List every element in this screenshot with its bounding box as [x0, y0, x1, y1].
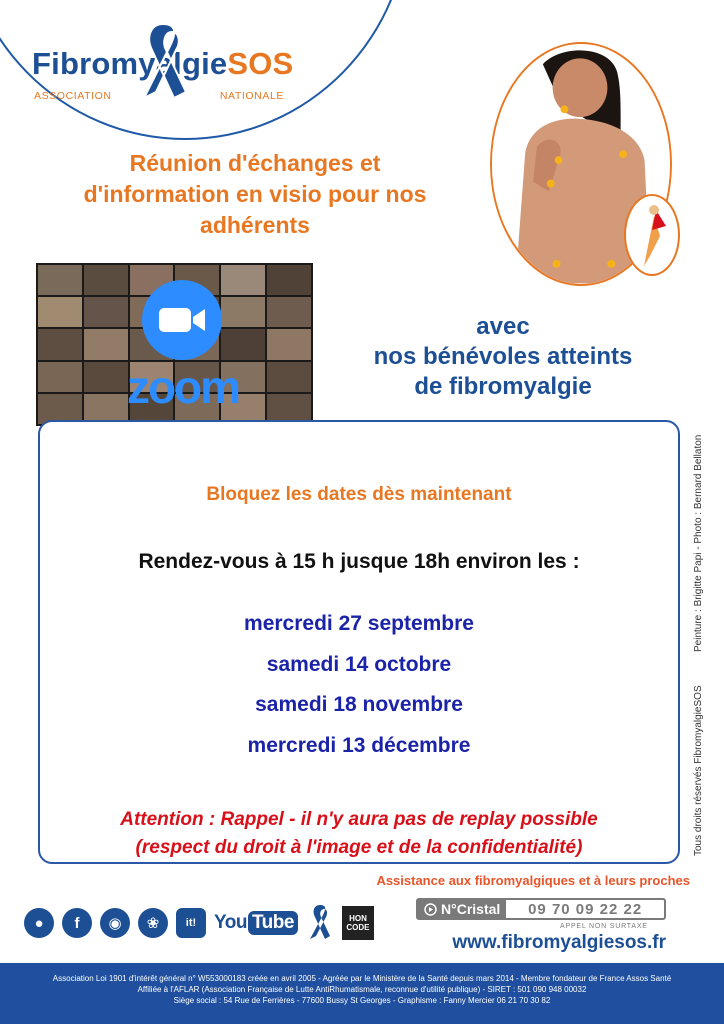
cristal-label-text: N°Cristal: [441, 901, 501, 917]
date-item: samedi 14 octobre: [266, 653, 452, 676]
phone-icon: [424, 903, 437, 916]
avec-line-3: de fibromyalgie: [414, 373, 592, 400]
headline-line-1: Réunion d'échanges et: [129, 150, 381, 176]
chat-icon[interactable]: ●: [24, 908, 54, 938]
date-item: mercredi 27 septembre: [244, 612, 474, 635]
website-link[interactable]: www.fibromyalgiesos.fr: [452, 932, 666, 953]
phone-number: 09 70 09 22 22: [528, 900, 643, 918]
cristal-phone-banner[interactable]: [416, 898, 666, 920]
photo-credit: Peinture : Brigitte Papi - Photo : Bernard Bellaton: [693, 434, 704, 652]
brand-sos: SOS: [227, 46, 294, 81]
association-logo: [32, 46, 294, 102]
volunteers-statement: [342, 312, 664, 402]
attention-text: Attention : Rappel - il n'y aura pas de replay possible: [120, 809, 598, 830]
call-note: APPEL NON SURTAXE: [560, 923, 648, 930]
brand-subtitle: [34, 90, 284, 102]
brand-subtitle-left: ASSOCIATION: [34, 90, 112, 102]
assistance-tagline: Assistance aux fibromyalgiques et à leurs proches: [376, 873, 690, 888]
legal-footer: [0, 963, 724, 1024]
youtube-tube: Tube: [248, 911, 298, 935]
rendezvous-text: Rendez-vous à 15 h jusque 18h environ les :: [138, 550, 580, 573]
brand-main: Fibromyalgie: [32, 46, 228, 81]
facebook-icon[interactable]: f: [62, 908, 92, 938]
brand-subtitle-right: NATIONALE: [219, 90, 284, 102]
hon-text: HON: [349, 914, 367, 923]
footer-line-1: Association Loi 1901 d'intérêt général n° W553000183 créée en avril 2005 - Agréée par le Ministère de la Santé depuis mars 2014 - Membre fondateur de France Assos Santé: [52, 974, 672, 983]
code-text: CODE: [346, 923, 370, 932]
social-links: [24, 903, 374, 943]
event-details-card: [38, 420, 680, 864]
youtube-icon[interactable]: [214, 911, 298, 935]
zoom-camera-icon: [142, 280, 222, 360]
footer-line-2: Affiliée à l'AFLAR (Association Française de Lutte AntiRhumatismale, reconnue d'utilité publique) - SIRET : 501 090 948 00032: [137, 985, 587, 994]
avec-line-1: avec: [476, 313, 530, 340]
instagram-icon[interactable]: ◉: [100, 908, 130, 938]
event-headline: [24, 148, 486, 241]
footer-line-3: Siège social : 54 Rue de Ferrières - 77600 Bussy St Georges - Graphisme : Fanny Mercier 06 21 70 30 82: [173, 996, 551, 1005]
painting-thumbnail: [624, 194, 680, 276]
attention-subtext: (respect du droit à l'image et de la confidentialité): [135, 837, 583, 858]
avec-line-2: nos bénévoles atteints: [373, 343, 633, 370]
fibro-ribbon-icon[interactable]: [306, 903, 334, 943]
zoom-wordmark: zoom: [126, 361, 240, 413]
hon-code-icon[interactable]: [342, 906, 374, 940]
block-dates-text: Bloquez les dates dès maintenant: [206, 484, 512, 505]
twitter-icon[interactable]: ❀: [138, 908, 168, 938]
headline-line-3: adhérents: [200, 212, 310, 238]
rights-credit: Tous droits réservés FibromyalgieSOS: [693, 685, 704, 856]
vertical-credits: [693, 420, 711, 860]
headline-line-2: d'information en visio pour nos: [83, 181, 427, 207]
cristal-label: [418, 900, 506, 918]
date-item: samedi 18 novembre: [255, 693, 463, 716]
itunes-icon[interactable]: it!: [176, 908, 206, 938]
youtube-you: You: [214, 912, 247, 933]
date-item: mercredi 13 décembre: [247, 734, 471, 757]
